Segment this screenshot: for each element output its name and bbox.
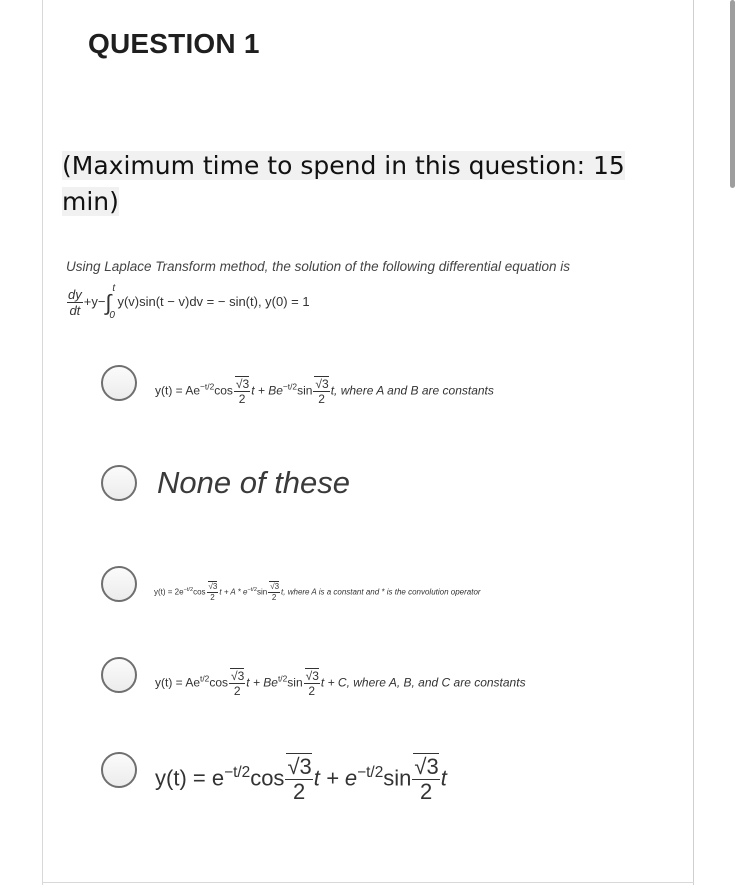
frac-den: 2 <box>233 684 241 698</box>
opt-frac <box>313 378 329 405</box>
integral-sign <box>105 282 116 321</box>
derivative-fraction <box>67 288 83 317</box>
frac-den: 2 <box>271 593 277 602</box>
opt-text: t + Be <box>251 383 283 398</box>
option-2-radio[interactable] <box>101 465 137 501</box>
frac-den: dt <box>69 303 81 318</box>
integrand: y(v)sin(t − v)dv = − sin(t), y(0) = 1 <box>117 293 310 309</box>
frac-den: 2 <box>308 684 316 698</box>
frac-den: 2 <box>238 392 246 406</box>
question-title: QUESTION 1 <box>88 28 260 59</box>
opt-text: t + Be <box>246 675 278 690</box>
frac-num: √3 <box>305 669 319 683</box>
option-3-label[interactable] <box>154 583 481 602</box>
frac-den: 2 <box>419 779 433 804</box>
opt-exp: t/2 <box>200 673 210 684</box>
content-border-left <box>42 0 43 885</box>
option-4-radio[interactable] <box>101 657 137 693</box>
opt-text: t <box>440 765 447 791</box>
option-3-radio[interactable] <box>101 566 137 602</box>
opt-text: sin <box>383 765 412 791</box>
opt-text: y(t) = e <box>155 765 225 791</box>
opt-text: t + e <box>313 765 358 791</box>
frac-num: dy <box>68 287 82 302</box>
opt-text: t, where A and B are constants <box>330 383 494 398</box>
opt-frac <box>285 756 312 803</box>
differential-equation <box>66 282 310 321</box>
opt-exp: −t/2 <box>183 586 194 593</box>
opt-text: t + C, where A, B, and C are constants <box>320 675 526 690</box>
frac-den: 2 <box>318 392 325 406</box>
opt-exp: −t/2 <box>224 763 251 781</box>
content-border-right <box>693 0 694 885</box>
option-5-label[interactable] <box>155 756 447 803</box>
opt-text: cos <box>214 383 233 398</box>
integral-symbol: ∫ <box>105 289 112 315</box>
time-note <box>62 148 638 220</box>
opt-text: cos <box>209 675 229 690</box>
opt-frac <box>229 670 245 697</box>
opt-frac <box>234 378 250 405</box>
opt-text: sin <box>287 675 303 690</box>
option-2-label[interactable]: None of these <box>157 465 351 500</box>
opt-text: cos <box>250 765 285 791</box>
opt-text: sin <box>297 383 313 398</box>
opt-text: cos <box>193 587 206 597</box>
frac-den: 2 <box>210 593 215 602</box>
frac-num: √3 <box>208 582 218 591</box>
integral-upper: t <box>112 282 116 294</box>
opt-exp: −t/2 <box>247 586 257 593</box>
option-1-radio[interactable] <box>101 365 137 401</box>
content-border-bottom <box>42 882 694 883</box>
opt-frac <box>268 583 280 602</box>
frac-num: √3 <box>270 582 280 591</box>
opt-frac <box>207 583 219 602</box>
frac-den: 2 <box>292 779 306 804</box>
opt-exp: −t/2 <box>357 763 384 781</box>
scrollbar-thumb[interactable] <box>730 0 735 188</box>
opt-text: t + A * e <box>219 587 248 597</box>
option-4-label[interactable] <box>155 670 526 697</box>
opt-exp: t/2 <box>277 673 288 684</box>
time-note-text: (Maximum time to spend in this question: 15 min) <box>62 151 625 216</box>
question-intro: Using Laplace Transform method, the solution of the following differential equation is <box>66 259 571 274</box>
frac-num: √3 <box>235 377 250 391</box>
opt-text: y(t) = Ae <box>155 383 201 398</box>
opt-exp: −t/2 <box>282 381 298 392</box>
opt-text: y(t) = Ae <box>155 675 201 690</box>
opt-frac <box>412 756 439 803</box>
option-1-label[interactable] <box>155 378 494 405</box>
frac-num: √3 <box>414 754 439 779</box>
opt-text: t, where A is a constant and * is the convolution operator <box>281 587 481 597</box>
opt-text: y(t) = 2e <box>154 587 184 597</box>
frac-num: √3 <box>315 377 329 391</box>
opt-text: sin <box>256 587 268 597</box>
opt-frac <box>304 670 320 697</box>
opt-exp: −t/2 <box>200 381 215 392</box>
frac-num: √3 <box>231 669 245 683</box>
integral-lower: 0 <box>109 309 115 321</box>
frac-num: √3 <box>287 754 312 779</box>
option-5-radio[interactable] <box>101 752 137 788</box>
equation-mid: +y− <box>83 293 106 309</box>
